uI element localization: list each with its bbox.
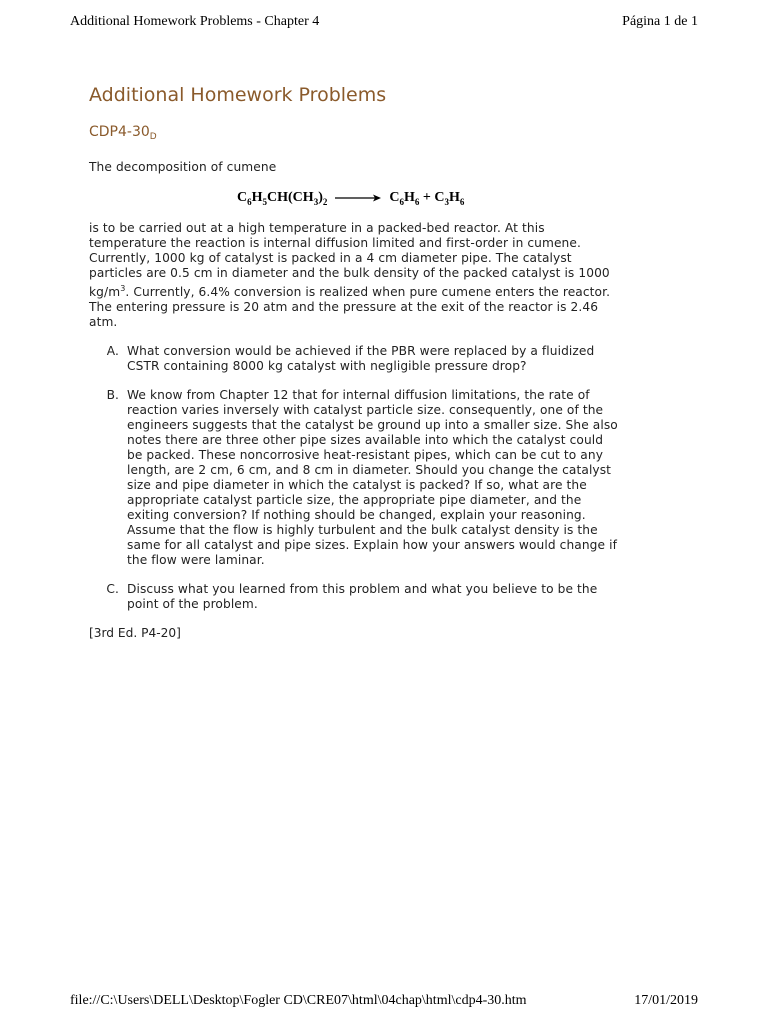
question-marker: B. <box>106 388 119 402</box>
problem-id-label: CDP4-30 <box>89 124 150 140</box>
problem-statement <box>89 221 619 330</box>
question-text: What conversion would be achieved if the PBR were replaced by a fluidized CSTR containing 8000 kg catalyst with negligible pressure drop? <box>127 344 595 373</box>
print-footer <box>70 993 698 1013</box>
print-footer-date: 17/01/2019 <box>634 993 698 1008</box>
problem-statement-text-b: . Currently, 6.4% conversion is realized when pure cumene enters the reactor. The entering pressure is 20 atm and the pressure at the exit of the reactor is 2.46 atm. <box>89 285 611 329</box>
question-text: We know from Chapter 12 that for internal diffusion limitations, the rate of reaction varies inversely with catalyst particle size. consequently, one of the engineers suggests that the catalyst be ground up into a smaller size. She also notes there are three other pipe sizes available into which the catalyst could be packed. These noncorrosive heat-resistant pipes, which can be cut to any length, are 2 cm, 6 cm, and 8 cm in diameter. Should you change the catalyst size and pipe diameter in which the catalyst is packed? If so, what are the appropriate catalyst particle size, the appropriate pipe diameter, and the exiting conversion? If nothing should be changed, explain your reasoning. Assume that the flow is highly turbulent and the bulk catalyst density is the same for all catalyst and pipe sizes. Explain how your answers would change if the flow were laminar. <box>127 388 618 567</box>
question-item <box>89 582 619 612</box>
intro-text: The decomposition of cumene <box>89 160 277 174</box>
equation-products: $C_6H_6 + C_3H_6$ <box>389 189 465 207</box>
reaction-arrow-icon <box>335 193 381 203</box>
print-header-title: Additional Homework Problems - Chapter 4 <box>70 14 320 29</box>
question-item <box>89 344 619 374</box>
problem-id <box>89 124 619 142</box>
equation-reactant: $C_6H_5CH(CH_3)_2$ <box>237 189 328 207</box>
document-content <box>89 84 619 640</box>
print-header-page-number: Página 1 de 1 <box>622 14 698 29</box>
source-reference: [3rd Ed. P4-20] <box>89 626 181 640</box>
question-item <box>89 388 619 568</box>
print-footer-file-path: file://C:\Users\DELL\Desktop\Fogler CD\CRE07\html\04chap\html\cdp4-30.htm <box>70 993 527 1008</box>
problem-id-subscript: D <box>149 132 157 142</box>
page-title: Additional Homework Problems <box>89 84 387 106</box>
question-marker: A. <box>106 344 119 358</box>
print-header <box>70 14 698 34</box>
reaction-equation <box>237 189 619 207</box>
question-list <box>89 344 619 612</box>
question-marker: C. <box>106 582 119 596</box>
density-exponent: 3 <box>120 284 126 293</box>
question-text: Discuss what you learned from this problem and what you believe to be the point of the problem. <box>127 582 598 611</box>
problem-statement-text-a: is to be carried out at a high temperature in a packed-bed reactor. At this temperature the reaction is internal diffusion limited and first-order in cumene. Currently, 1000 kg of catalyst is packed in a 4 cm diameter pipe. The catalyst particles are 0.5 cm in diameter and the bulk density of the packed catalyst is 1000 kg/m <box>89 221 610 299</box>
